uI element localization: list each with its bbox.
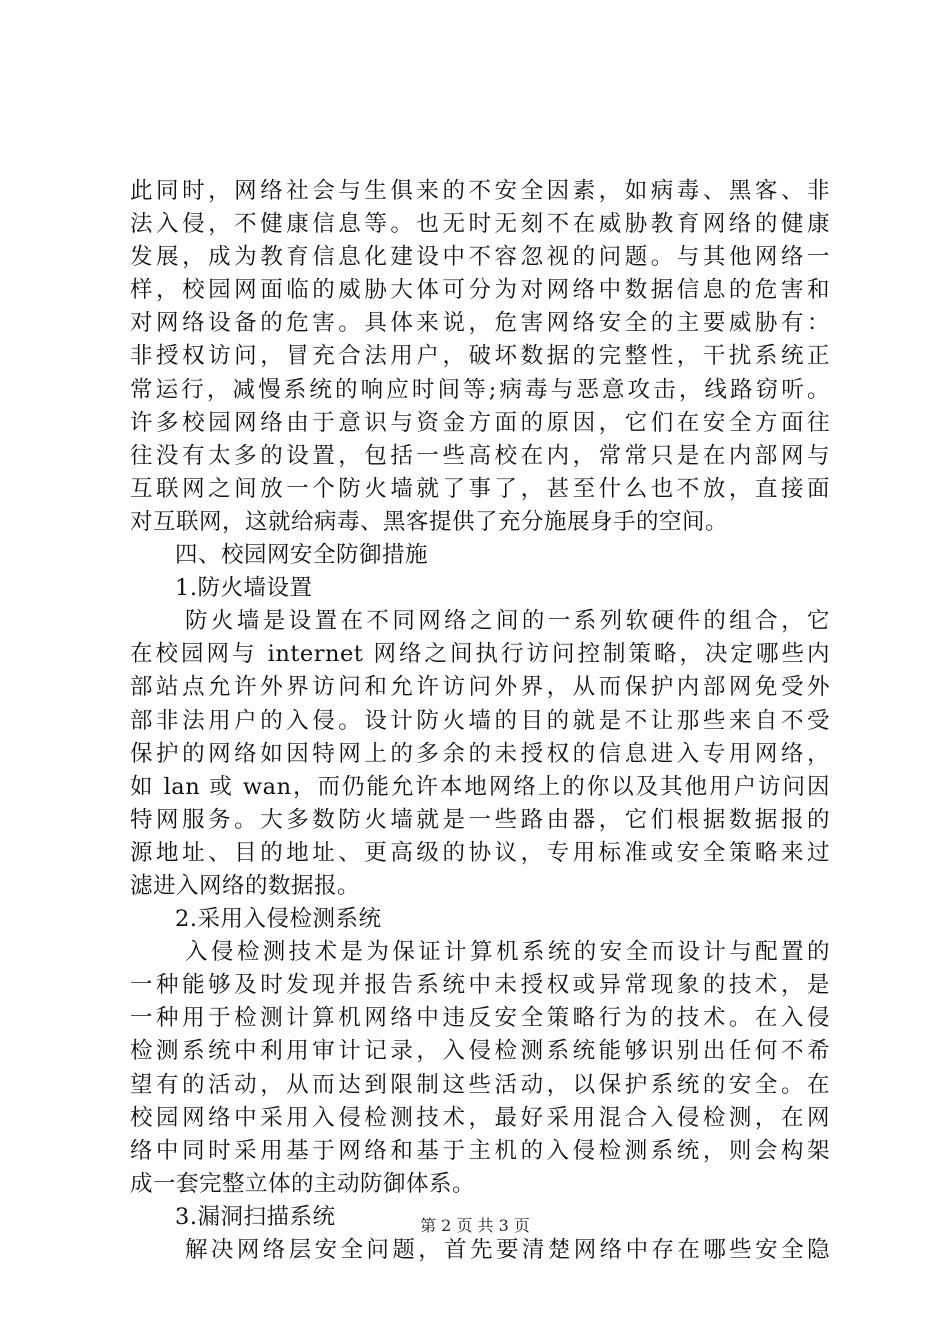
- paragraph-line: 成一套完整立体的主动防御体系。: [130, 1170, 476, 1197]
- paragraph-line: 检测系统中利用审计记录，入侵检测系统能够识别出任何不希: [130, 1038, 830, 1065]
- paragraph-line: 源地址、目的地址、更高级的协议，专用标准或安全策略来过: [130, 839, 830, 866]
- paragraph-line: 样，校园网面临的威胁大体可分为对网络中数据信息的危害和: [130, 277, 830, 304]
- paragraph-line: 校园网络中采用入侵检测技术，最好采用混合入侵检测，在网: [130, 1104, 830, 1131]
- paragraph-line: 特网服务。大多数防火墙就是一些路由器，它们根据数据报的: [130, 806, 830, 833]
- paragraph-line: 常运行，减慢系统的响应时间等;病毒与恶意攻击，线路窃听。: [130, 376, 830, 403]
- paragraph-line: 望有的活动，从而达到限制这些活动，以保护系统的安全。在: [130, 1071, 830, 1098]
- paragraph-line: 部非法用户的入侵。设计防火墙的目的就是不让那些来自不受: [130, 707, 830, 734]
- page-footer: [0, 1216, 950, 1236]
- document-body: [130, 175, 830, 1267]
- subsection-heading: 1.防火墙设置: [175, 575, 313, 602]
- paragraph-line: 防火墙是设置在不同网络之间的一系列软硬件的组合，它: [185, 608, 830, 635]
- paragraph-line: 对互联网，这就给病毒、黑客提供了充分施展身手的空间。: [130, 508, 729, 535]
- subsection-heading: 2.采用入侵检测系统: [175, 906, 382, 933]
- subsection-heading: 3.漏洞扫描系统: [175, 1203, 336, 1230]
- paragraph-line: 部站点允许外界访问和允许访问外界，从而保护内部网免受外: [130, 674, 830, 701]
- paragraph-line: 对网络设备的危害。具体来说，危害网络安全的主要威胁有：: [130, 310, 830, 337]
- paragraph-line: 互联网之间放一个防火墙就了事了，甚至什么也不放，直接面: [130, 475, 830, 502]
- paragraph-line: 法入侵，不健康信息等。也无时无刻不在威胁教育网络的健康: [130, 211, 830, 238]
- paragraph-line: 一种用于检测计算机网络中违反安全策略行为的技术。在入侵: [130, 1005, 830, 1032]
- paragraph-line: 在校园网与 internet 网络之间执行访问控制策略，决定哪些内: [130, 641, 830, 668]
- section-heading: 四、校园网安全防御措施: [175, 542, 429, 569]
- paragraph-line: 保护的网络如因特网上的多余的未授权的信息进入专用网络，: [130, 740, 830, 767]
- paragraph-line: 入侵检测技术是为保证计算机系统的安全而设计与配置的: [185, 939, 830, 966]
- paragraph-line: 一种能够及时发现并报告系统中未授权或异常现象的技术，是: [130, 972, 830, 999]
- paragraph-line: 许多校园网络由于意识与资金方面的原因，它们在安全方面往: [130, 409, 830, 436]
- paragraph-line: 络中同时采用基于网络和基于主机的入侵检测系统，则会构架: [130, 1137, 830, 1164]
- paragraph-line: 非授权访问，冒充合法用户，破坏数据的完整性，干扰系统正: [130, 343, 830, 370]
- paragraph-line: 往没有太多的设置，包括一些高校在内，常常只是在内部网与: [130, 442, 830, 469]
- paragraph-line: 解决网络层安全问题，首先要清楚网络中存在哪些安全隐: [185, 1237, 830, 1263]
- paragraph-line: 滤进入网络的数据报。: [130, 872, 361, 899]
- paragraph-line: 如 lan 或 wan，而仍能允许本地网络上的你以及其他用户访问因: [130, 773, 830, 800]
- paragraph-line: 发展，成为教育信息化建设中不容忽视的问题。与其他网络一: [130, 244, 830, 271]
- paragraph-line: 此同时，网络社会与生俱来的不安全因素，如病毒、黑客、非: [130, 178, 830, 204]
- page-indicator: 第 2 页 共 3 页: [420, 1216, 530, 1235]
